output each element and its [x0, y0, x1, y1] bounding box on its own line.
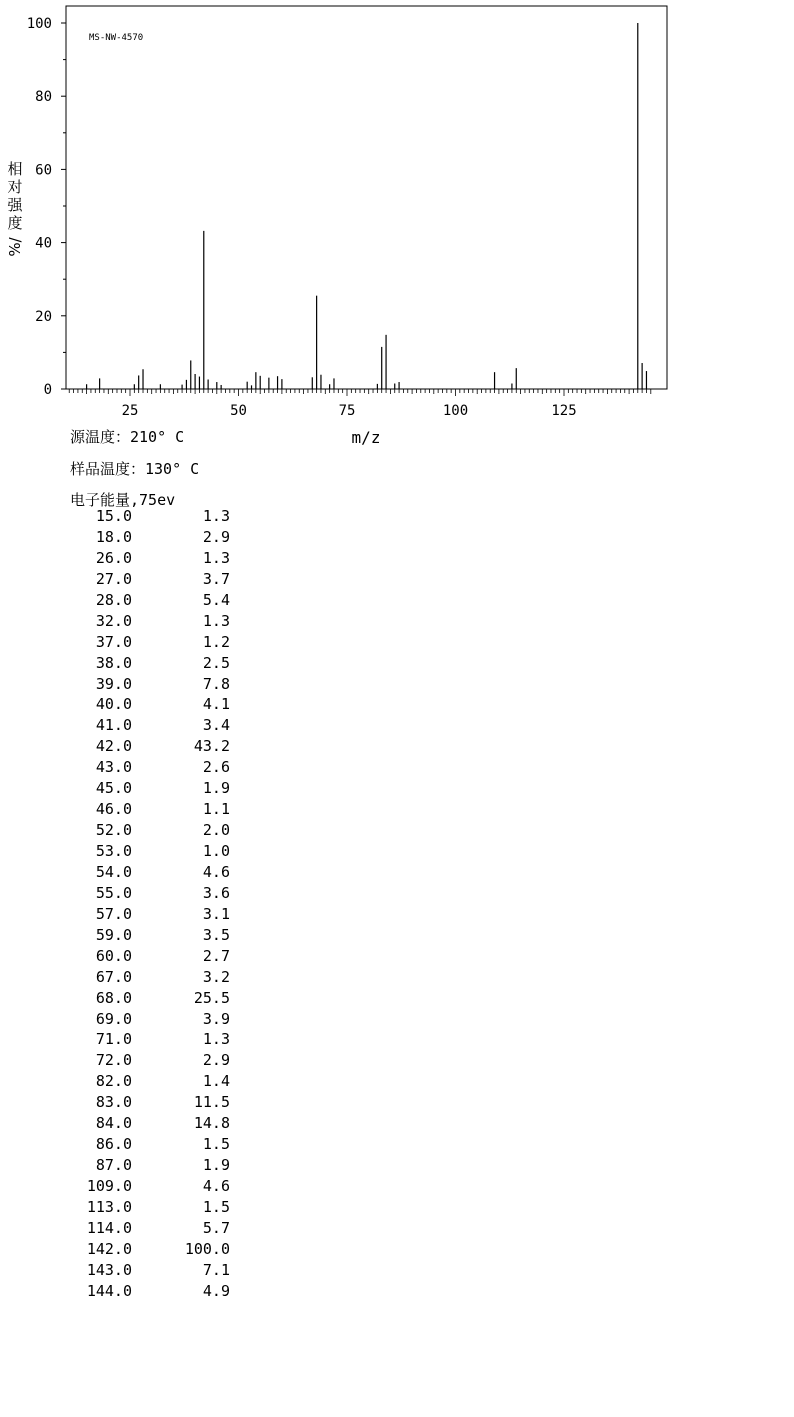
peak-mz: 26.0 [95, 548, 132, 567]
peak-intensity: 2.7 [202, 946, 230, 965]
peak-table-row [60, 1218, 240, 1239]
peak-table-row [60, 883, 240, 904]
x-tick-label: 25 [121, 403, 139, 419]
peak-mz: 109.0 [86, 1177, 132, 1195]
peak-intensity: 1.2 [202, 632, 230, 651]
peak-mz: 72.0 [95, 1051, 132, 1070]
y-axis-label-text: 相对强度 [7, 160, 23, 232]
peak-table-row [60, 841, 240, 862]
peak-mz: 45.0 [95, 779, 132, 798]
peak-intensity: 5.7 [202, 1218, 230, 1237]
peak-table-row [60, 1260, 240, 1281]
peak-mz: 71.0 [95, 1030, 132, 1049]
peak-table-row [60, 904, 240, 925]
peak-table-row [60, 1071, 240, 1092]
peak-intensity: 1.3 [202, 548, 230, 567]
peak-mz: 144.0 [86, 1281, 132, 1300]
peak-intensity: 2.0 [202, 821, 230, 840]
peak-mz: 53.0 [95, 842, 132, 860]
peak-table-row [60, 1009, 240, 1030]
peak-table-row [60, 1197, 240, 1218]
peak-table-row [60, 1134, 240, 1155]
peak-table-row [60, 862, 240, 883]
peak-mz: 55.0 [95, 883, 132, 902]
peak-intensity: 1.3 [202, 507, 230, 525]
peak-intensity: 7.8 [202, 674, 230, 693]
peak-mz: 46.0 [95, 800, 132, 819]
peak-table-row [60, 799, 240, 820]
peak-table-row [60, 569, 240, 590]
peak-intensity: 43.2 [193, 737, 230, 756]
peak-table-row [60, 674, 240, 695]
peak-table-row [60, 1113, 240, 1134]
peak-mz: 60.0 [95, 946, 132, 965]
peak-table-row [60, 548, 240, 569]
peak-intensity: 1.3 [202, 1030, 230, 1049]
peak-intensity: 1.9 [202, 779, 230, 798]
peak-intensity: 3.1 [202, 904, 230, 923]
x-tick-label: 100 [442, 403, 469, 419]
peak-table-row [60, 820, 240, 841]
y-tick-label: 40 [35, 235, 52, 252]
peak-intensity: 5.4 [202, 590, 230, 609]
x-axis-label: m/z [351, 428, 381, 447]
y-tick-label: 20 [35, 308, 52, 325]
peak-mz: 68.0 [95, 988, 132, 1007]
peak-table-row [60, 506, 240, 527]
peak-mz: 67.0 [95, 967, 132, 986]
peak-mz: 69.0 [95, 1009, 132, 1028]
peak-intensity: 3.2 [202, 967, 230, 986]
plot-frame [66, 6, 667, 389]
peak-intensity: 25.5 [193, 988, 230, 1007]
peak-table-row [60, 988, 240, 1009]
peak-intensity: 3.9 [202, 1009, 230, 1028]
mass-spectrum-chart [0, 0, 794, 450]
peak-table-row [60, 527, 240, 548]
peak-intensity: 2.6 [202, 758, 230, 777]
peak-intensity: 3.7 [202, 569, 230, 588]
peak-mz: 40.0 [95, 695, 132, 714]
peak-mz: 83.0 [95, 1093, 132, 1112]
peak-intensity: 14.8 [193, 1114, 230, 1133]
peak-intensity: 4.6 [202, 862, 230, 881]
peak-table-row [60, 925, 240, 946]
peak-mz: 18.0 [95, 527, 132, 546]
peak-table-row [60, 736, 240, 757]
peak-table-row [60, 611, 240, 632]
peak-intensity: 3.5 [202, 925, 230, 944]
peak-intensity: 11.5 [193, 1093, 230, 1112]
peak-mz: 32.0 [95, 611, 132, 630]
peak-mz: 82.0 [95, 1072, 132, 1091]
x-tick-label: 50 [230, 403, 247, 419]
spectrum-id-annotation: MS-NW-4570 [89, 33, 144, 43]
peak-mz: 38.0 [95, 653, 132, 672]
peak-table-row [60, 1239, 240, 1260]
peak-mz: 37.0 [95, 632, 132, 651]
source-temperature: 源温度：210° C [70, 428, 185, 446]
peak-mz: 28.0 [95, 590, 132, 609]
peak-mz: 42.0 [95, 737, 132, 756]
peak-intensity: 3.6 [202, 883, 230, 902]
peak-intensity: 1.9 [202, 1156, 230, 1175]
peak-table-row [60, 590, 240, 611]
peak-mz: 59.0 [95, 925, 132, 944]
peak-intensity: 7.1 [202, 1260, 230, 1279]
peak-table-row [60, 1281, 240, 1302]
peak-intensity: 2.9 [202, 527, 230, 546]
y-tick-label: 60 [35, 162, 52, 179]
sample-temperature: 样品温度：130° C [70, 460, 200, 478]
peak-mz: 142.0 [86, 1239, 132, 1258]
peak-intensity: 1.3 [202, 611, 230, 630]
peak-intensity: 4.9 [202, 1281, 230, 1300]
x-tick-label: 125 [551, 403, 577, 419]
peak-table-row [60, 632, 240, 653]
peak-table-row [60, 715, 240, 736]
peak-table-row [60, 694, 240, 715]
peak-intensity: 100.0 [184, 1239, 230, 1258]
x-tick-label: 75 [338, 403, 356, 419]
peak-mz: 57.0 [95, 904, 132, 923]
peak-mz: 86.0 [95, 1135, 132, 1154]
peak-intensity: 1.5 [202, 1197, 230, 1216]
y-axis-label [4, 160, 26, 256]
peak-intensity: 2.5 [202, 653, 230, 672]
peak-mz: 114.0 [86, 1218, 132, 1237]
peak-table-row [60, 1176, 240, 1197]
peak-table-row [60, 1092, 240, 1113]
peak-mz: 43.0 [95, 758, 132, 777]
peak-table-row [60, 778, 240, 799]
y-axis-unit: %/ [6, 237, 24, 257]
peak-mz: 52.0 [95, 821, 132, 840]
peak-mz: 15.0 [95, 507, 132, 525]
peak-intensity: 1.4 [202, 1072, 230, 1091]
peak-intensity: 3.4 [202, 716, 230, 735]
peak-intensity: 4.6 [202, 1177, 230, 1195]
peak-mz: 54.0 [95, 862, 132, 881]
y-tick-label: 0 [43, 382, 52, 398]
peak-mz: 41.0 [95, 716, 132, 735]
peak-table-row [60, 653, 240, 674]
peak-mz: 39.0 [95, 674, 132, 693]
peak-table-row [60, 946, 240, 967]
peak-table-row [60, 967, 240, 988]
peak-intensity: 4.1 [202, 695, 230, 714]
peak-intensity: 1.1 [202, 800, 230, 819]
peak-table [60, 506, 240, 1302]
peak-table-row [60, 1050, 240, 1071]
peak-mz: 113.0 [86, 1197, 132, 1216]
peak-intensity: 2.9 [202, 1051, 230, 1070]
peak-table-row [60, 1029, 240, 1050]
peak-mz: 27.0 [95, 569, 132, 588]
electron-energy: 电子能量,75ev [70, 491, 176, 509]
peak-mz: 143.0 [86, 1260, 132, 1279]
peak-mz: 84.0 [95, 1114, 132, 1133]
y-tick-label: 80 [35, 89, 52, 106]
peak-mz: 87.0 [95, 1156, 132, 1175]
peak-table-row [60, 757, 240, 778]
peak-table-row [60, 1155, 240, 1176]
y-tick-label: 100 [26, 16, 52, 32]
peak-intensity: 1.0 [202, 842, 230, 860]
peak-intensity: 1.5 [202, 1135, 230, 1154]
